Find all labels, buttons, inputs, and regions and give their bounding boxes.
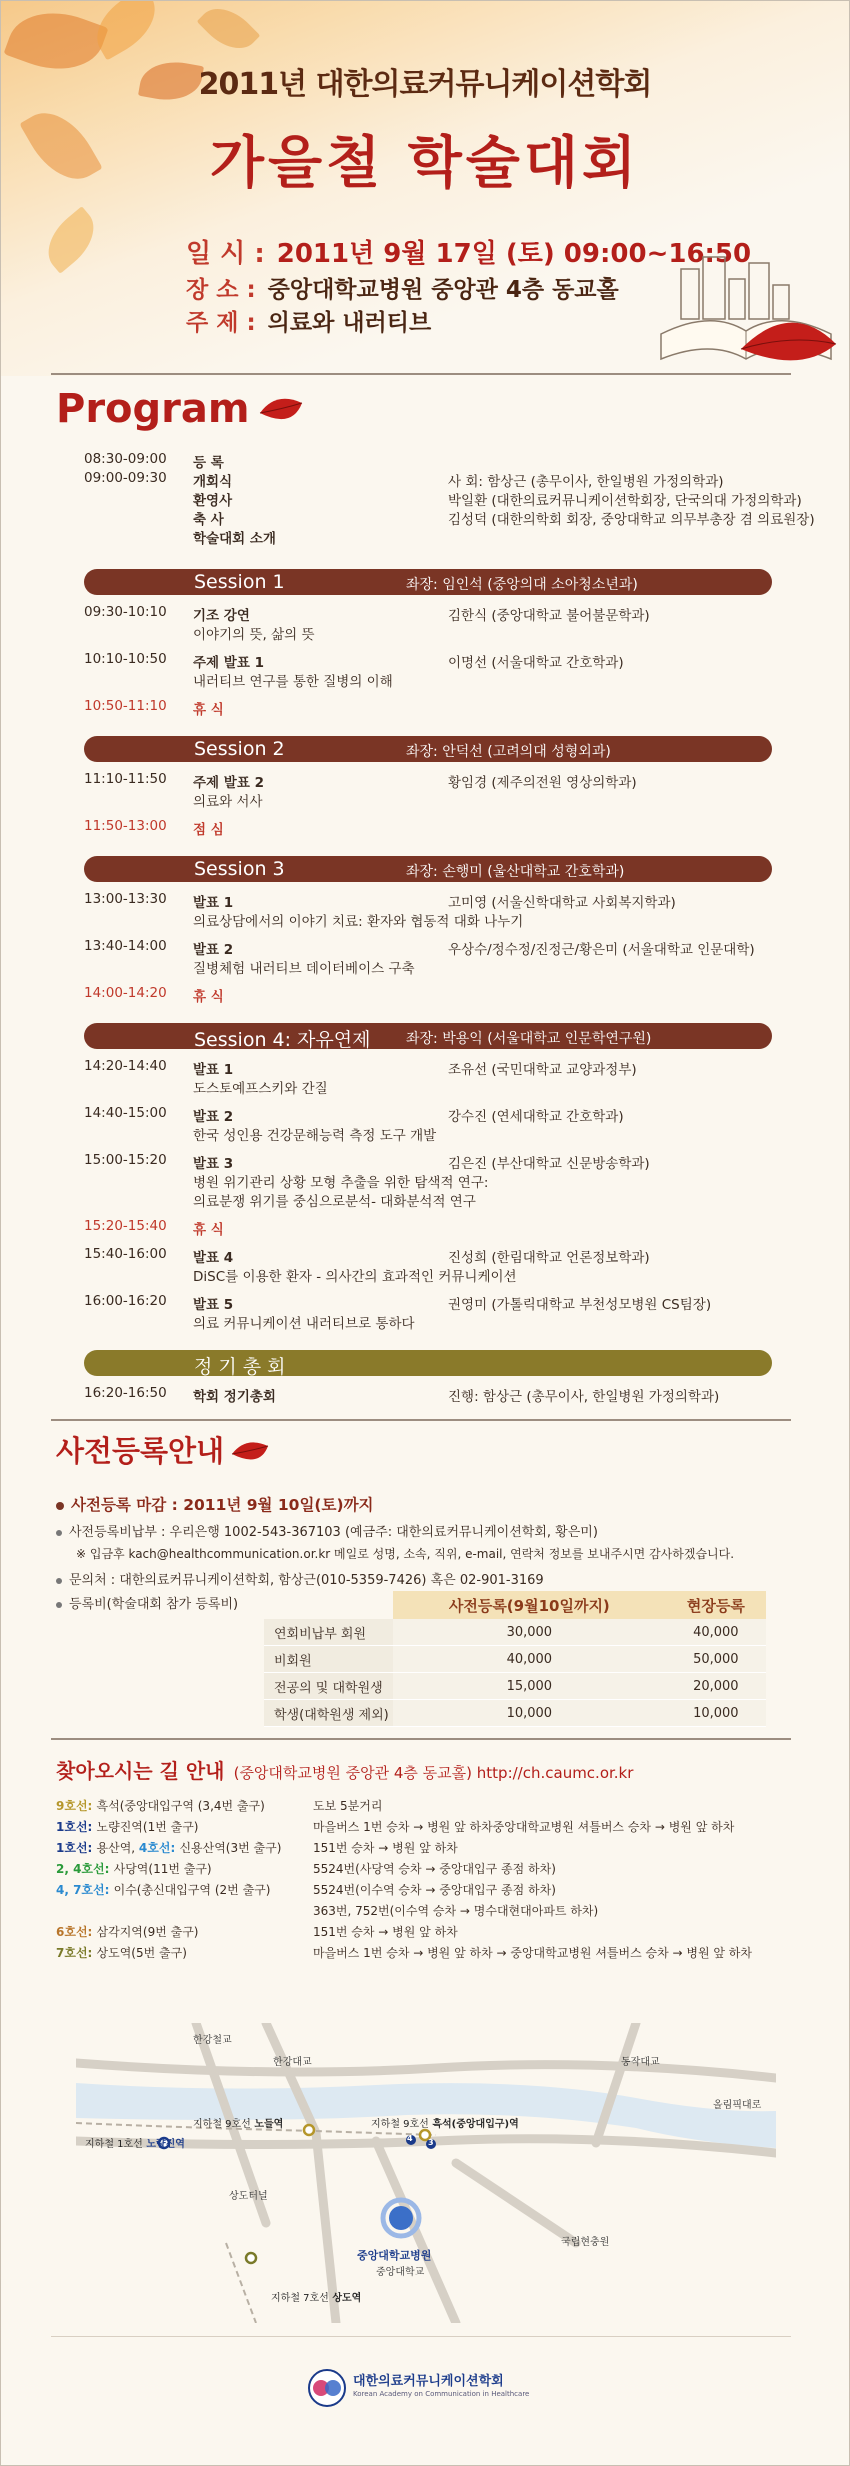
session-name: Session 3 (194, 858, 285, 880)
speaker: 진행: 함상근 (총무이사, 한일병원 가정의학과) (448, 1389, 720, 1405)
leaf-decoration (197, 0, 261, 60)
schedule-row (1, 818, 849, 838)
direction-route: 151번 승차 → 병원 앞 하차 (313, 1925, 458, 1939)
map-station-label: 지하철 9호선 흑석(중앙대입구)역 (371, 2119, 519, 2130)
talk-title-text: 한국 성인용 건강문해능력 측정 도구 개발 (193, 1128, 437, 1144)
schedule-row (1, 604, 849, 624)
subway-line: 7호선: (56, 1946, 97, 1960)
talk-title-text: DiSC를 이용한 환자 - 의사간의 효과적인 커뮤니케이션 (193, 1269, 517, 1285)
divider (51, 1419, 791, 1421)
speaker: 박일환 (대한의료커뮤니케이션학회장, 단국의대 가정의학과) (448, 493, 802, 509)
direction-route: 마을버스 1번 승차 → 병원 앞 하차 → 중앙대학교병원 셔틀버스 승차 → 병원 앞 하차 (313, 1946, 752, 1960)
book-city-illustration (641, 249, 841, 379)
session-bar (84, 1350, 772, 1376)
schedule-item: 축 사 (193, 512, 224, 528)
schedule-item: 발표 3 (193, 1156, 234, 1172)
directions-title: 찾아오시는 길 안내 (중앙대학교병원 중앙관 4층 동교홀) http://ch.caumc.or.kr (56, 1759, 634, 1783)
event-subtitle: 2011년 대한의료커뮤니케이션학회 (198, 67, 652, 102)
table-row: 비회원 40,000 50,000 (264, 1646, 766, 1673)
schedule-item: 휴 식 (193, 702, 224, 718)
time-slot: 16:00-16:20 (84, 1293, 167, 1309)
direction-route: 도보 5분거리 (313, 1799, 383, 1813)
talk-title-text: 이야기의 뜻, 삶의 뜻 (193, 627, 315, 643)
time-slot: 15:00-15:20 (84, 1152, 167, 1168)
schedule-row (1, 698, 849, 718)
location-map (76, 2023, 776, 2323)
speaker: 강수진 (연세대학교 간호학과) (448, 1109, 624, 1125)
exit-3: 3 (428, 2138, 434, 2147)
map-station-label: 지하철 7호선 상도역 (271, 2293, 362, 2304)
station-exit: 신용산역(3번 출구) (179, 1841, 282, 1855)
exit-4: 4 (407, 2134, 413, 2143)
time-slot: 10:10-10:50 (84, 651, 167, 667)
schedule-row (1, 1152, 849, 1172)
session-bar (84, 856, 772, 882)
schedule-item: 휴 식 (193, 989, 224, 1005)
divider (51, 2336, 791, 2337)
talk-title-text: 의료분쟁 위기를 중심으로분석- 대화분석적 연구 (193, 1194, 476, 1210)
speaker: 권영미 (가톨릭대학교 부천성모병원 CS팀장) (448, 1297, 712, 1313)
map-label: 동작대교 (621, 2057, 660, 2068)
sangdo-station-marker (246, 2253, 256, 2263)
schedule-row (1, 1058, 849, 1078)
speaker: 사 회: 함상근 (총무이사, 한일병원 가정의학과) (448, 474, 724, 490)
schedule-row (1, 1246, 849, 1266)
direction-row (56, 1944, 187, 1961)
talk-title-text: 도스토예프스키와 간질 (193, 1081, 328, 1097)
hospital-marker (389, 2206, 413, 2230)
subway-line: 4호선: (138, 1841, 180, 1855)
table-row: 학생(대학원생 제외) 10,000 10,000 (264, 1700, 766, 1727)
speaker: 김성덕 (대한의학회 회장, 중앙대학교 의무부총장 겸 의료원장) (448, 512, 815, 528)
station-exit: 용산역, (96, 1841, 139, 1855)
registration-title: 사전등록안내 (56, 1429, 270, 1470)
direction-row (56, 1881, 270, 1898)
schedule-item: 발표 1 (193, 895, 234, 911)
registration-deadline: 사전등록 마감 : 2011년 9월 10일(토)까지 (56, 1493, 374, 1515)
registration-account: 사전등록비납부 : 우리은행 1002-543-367103 (예금주: 대한의료커뮤니케이션학회, 황은미) (56, 1521, 598, 1540)
map-label: 올림픽대로 (713, 2100, 762, 2111)
talk-title-text: 병원 위기관리 상황 모형 추출을 위한 탐색적 연구: (193, 1175, 489, 1191)
schedule-item: 점 심 (193, 822, 224, 838)
session-name: Session 4: 자유연제 (194, 1029, 371, 1051)
event-date: 일 시 : 2011년 9월 17일 (토) 09:00~16:50 (186, 239, 752, 269)
direction-row (56, 1818, 198, 1835)
talk-title-text: 의료 커뮤니케이션 내러티브로 통하다 (193, 1316, 415, 1332)
direction-row (56, 1797, 265, 1814)
speaker: 김은진 (부산대학교 신문방송학과) (448, 1156, 650, 1172)
speaker: 고미영 (서울신학대학교 사회복지학과) (448, 895, 676, 911)
subway-line: 4, 7호선: (56, 1883, 114, 1897)
session-chair: 좌장: 박용익 (서울대학교 인문학연구원) (406, 1031, 652, 1047)
subway-line: 2, 4호선: (56, 1862, 114, 1876)
speaker: 우상수/정수정/진정근/황은미 (서울대학교 인문대학) (448, 942, 755, 958)
footer-org-ko: 대한의료커뮤니케이션학회 (353, 2374, 504, 2389)
time-slot: 14:00-14:20 (84, 985, 167, 1001)
fee-header (264, 1591, 393, 1619)
session-name: Session 1 (194, 571, 285, 593)
direction-route: 마을버스 1번 승차 → 병원 앞 하차중앙대학교병원 셔틀버스 승차 → 병원 앞 하차 (313, 1820, 735, 1834)
time-slot: 14:40-15:00 (84, 1105, 167, 1121)
talk-title-text: 내러티브 연구를 통한 질병의 이해 (193, 674, 393, 690)
nodeul-station-marker (304, 2125, 314, 2135)
map-label: 한강대교 (273, 2057, 312, 2068)
speaker: 진성희 (한림대학교 언론정보학과) (448, 1250, 650, 1266)
schedule-item: 주제 발표 2 (193, 775, 264, 791)
direction-route: 5524번(사당역 승차 → 중앙대입구 종점 하차) (313, 1862, 556, 1876)
station-exit: 상도역(5번 출구) (96, 1946, 187, 1960)
schedule-item: 발표 4 (193, 1250, 234, 1266)
station-exit: 흑석(중앙대입구역 (3,4번 출구) (96, 1799, 265, 1813)
time-slot: 10:50-11:10 (84, 698, 167, 714)
schedule-row (1, 985, 849, 1005)
session-bar (84, 569, 772, 595)
leaf-icon (230, 1436, 270, 1470)
time-slot: 11:50-13:00 (84, 818, 167, 834)
footer (1, 2346, 849, 2465)
station-exit: 삼각지역(9번 출구) (96, 1925, 199, 1939)
schedule-row (1, 527, 849, 547)
speaker: 김한식 (중앙대학교 불어불문학과) (448, 608, 650, 624)
divider (51, 373, 791, 375)
program-title: Program (56, 386, 304, 432)
fee-table (264, 1591, 766, 1727)
schedule-item: 학술대회 소개 (193, 531, 276, 547)
schedule-item: 주제 발표 1 (193, 655, 264, 671)
schedule-row (1, 651, 849, 671)
session-chair: 좌장: 임인석 (중앙의대 소아청소년과) (406, 577, 638, 593)
schedule-row (1, 1385, 849, 1405)
schedule-row (1, 938, 849, 958)
schedule-row (1, 891, 849, 911)
event-place: 장 소 : 중앙대학교병원 중앙관 4층 동교홀 (186, 277, 619, 303)
map-label: 상도터널 (229, 2191, 268, 2202)
direction-route: 151번 승차 → 병원 앞 하차 (313, 1841, 458, 1855)
schedule-item: 학회 정기총회 (193, 1389, 276, 1405)
session-bar (84, 736, 772, 762)
fee-header: 현장등록 (666, 1591, 766, 1619)
time-slot: 08:30-09:00 (84, 451, 167, 467)
time-slot: 15:40-16:00 (84, 1246, 167, 1262)
leaf-decoration (36, 206, 106, 274)
map-station-label: 지하철 1호선 노량진역 (85, 2139, 185, 2150)
society-logo-icon (307, 2368, 347, 2408)
time-slot: 09:00-09:30 (84, 470, 167, 486)
speaker: 조유선 (국민대학교 교양과정부) (448, 1062, 637, 1078)
time-slot: 09:30-10:10 (84, 604, 167, 620)
direction-route: 5524번(이수역 승차 → 중앙대입구 종점 하차) (313, 1883, 556, 1897)
time-slot: 13:00-13:30 (84, 891, 167, 907)
direction-row (56, 1923, 198, 1940)
table-row: 전공의 및 대학원생 15,000 20,000 (264, 1673, 766, 1700)
event-title: 가을철 학술대회 (209, 131, 641, 196)
talk-title-text: 의료상담에서의 이야기 치료: 환자와 협동적 대화 나누기 (193, 914, 524, 930)
talk-title-text: 의료와 서사 (193, 794, 263, 810)
session-chair: 좌장: 안덕선 (고려의대 성형외과) (406, 744, 611, 760)
subway-line: 1호선: (56, 1841, 97, 1855)
map-hospital-label: 중앙대학교병원 (357, 2249, 432, 2262)
schedule-row (1, 1105, 849, 1125)
registration-fee-label: 등록비(학술대회 참가 등록비) (56, 1593, 238, 1612)
schedule-item: 발표 2 (193, 942, 234, 958)
station-exit: 사당역(11번 출구) (113, 1862, 212, 1876)
direction-route: 363번, 752번(이수역 승차 → 명수대현대아파트 하차) (313, 1904, 599, 1918)
schedule-item: 기조 강연 (193, 608, 250, 624)
fee-header: 사전등록(9월10일까지) (393, 1591, 666, 1619)
speaker: 황임경 (제주의전원 영상의학과) (448, 775, 637, 791)
direction-row (56, 1839, 281, 1856)
time-slot: 15:20-15:40 (84, 1218, 167, 1234)
subway-line: 1호선: (56, 1820, 97, 1834)
map-label: 국립현충원 (561, 2237, 610, 2248)
time-slot: 16:20-16:50 (84, 1385, 167, 1401)
map-label: 중앙대학교 (376, 2267, 425, 2278)
registration-contact: 문의처 : 대한의료커뮤니케이션학회, 함상근(010-5359-7426) 혹은 02-901-3169 (56, 1569, 544, 1588)
session-name: Session 2 (194, 738, 285, 760)
divider (51, 1738, 791, 1740)
time-slot: 11:10-11:50 (84, 771, 167, 787)
schedule-row (1, 1218, 849, 1238)
footer-org-en: Korean Academy on Communication in Healthcare (353, 2390, 530, 2398)
schedule-item: 개회식 (193, 474, 233, 490)
direction-row (56, 1860, 212, 1877)
session-bar (84, 1023, 772, 1049)
schedule-item: 환영사 (193, 493, 233, 509)
header-banner (1, 1, 849, 376)
table-row: 연회비납부 회원 30,000 40,000 (264, 1619, 766, 1646)
schedule-row (1, 508, 849, 528)
schedule-item: 발표 1 (193, 1062, 234, 1078)
schedule-row (1, 1293, 849, 1313)
event-theme: 주 제 : 의료와 내러티브 (186, 310, 432, 336)
schedule-row (1, 489, 849, 509)
schedule-row (1, 451, 849, 471)
schedule-item: 발표 5 (193, 1297, 234, 1313)
schedule-row (1, 771, 849, 791)
leaf-icon (258, 391, 304, 431)
registration-note: ※ 입금후 kach@healthcommunication.or.kr 메일로 성명, 소속, 직위, e-mail, 연락처 정보를 보내주시면 감사하겠습니다. (76, 1547, 735, 1561)
schedule-item: 휴 식 (193, 1222, 224, 1238)
speaker: 이명선 (서울대학교 간호학과) (448, 655, 624, 671)
schedule-row (1, 470, 849, 490)
station-exit: 이수(총신대입구역 (2번 출구) (113, 1883, 271, 1897)
session-chair: 좌장: 손행미 (울산대학교 간호학과) (406, 864, 625, 880)
subway-line: 6호선: (56, 1925, 97, 1939)
station-exit: 노량진역(1번 출구) (96, 1820, 199, 1834)
session-name: 정 기 총 회 (194, 1356, 286, 1378)
time-slot: 13:40-14:00 (84, 938, 167, 954)
map-station-label: 지하철 9호선 노들역 (193, 2119, 284, 2130)
talk-title-text: 질병체험 내러티브 데이터베이스 구축 (193, 961, 415, 977)
subway-line: 9호선: (56, 1799, 97, 1813)
schedule-item: 발표 2 (193, 1109, 234, 1125)
map-label: 한강철교 (193, 2035, 232, 2046)
time-slot: 14:20-14:40 (84, 1058, 167, 1074)
schedule-item: 등 록 (193, 455, 224, 471)
